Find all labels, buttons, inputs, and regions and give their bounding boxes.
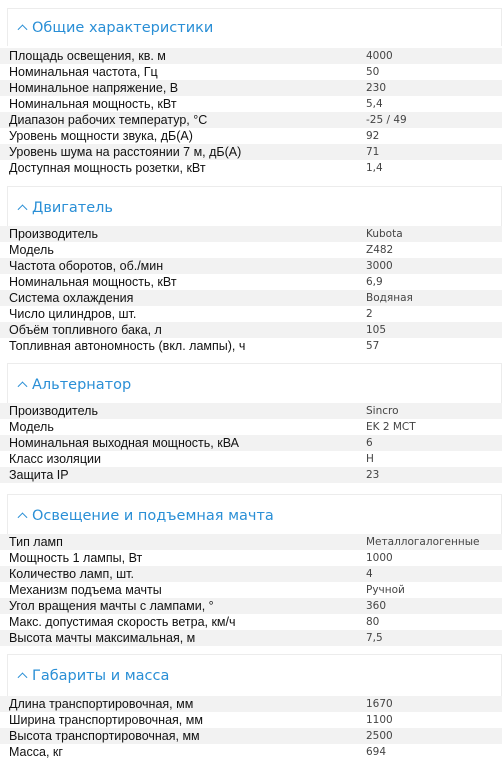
spec-row (0, 696, 502, 712)
spec-value: Kubota (366, 228, 403, 240)
spec-label: Высота мачты максимальная, м (9, 631, 196, 645)
spec-row (0, 258, 502, 274)
spec-row (0, 112, 502, 128)
spec-label: Макс. допустимая скорость ветра, км/ч (9, 615, 236, 629)
spec-row (0, 226, 502, 242)
spec-value: 7,5 (366, 632, 383, 644)
spec-row (0, 80, 502, 96)
section-header[interactable] (7, 186, 502, 228)
spec-row (0, 534, 502, 550)
spec-row (0, 744, 502, 760)
spec-value: Водяная (366, 292, 413, 304)
spec-row (0, 728, 502, 744)
spec-label: Номинальная мощность, кВт (9, 275, 177, 289)
spec-row (0, 566, 502, 582)
spec-label: Номинальная частота, Гц (9, 65, 158, 79)
spec-label: Объём топливного бака, л (9, 323, 162, 337)
spec-value: 23 (366, 469, 380, 481)
spec-value: H (366, 453, 374, 465)
spec-value: 71 (366, 146, 380, 158)
spec-row (0, 128, 502, 144)
spec-value: EK 2 MCT (366, 421, 416, 433)
spec-label: Количество ламп, шт. (9, 567, 134, 581)
spec-row (0, 467, 502, 483)
spec-row (0, 160, 502, 176)
spec-label: Диапазон рабочих температур, °С (9, 113, 208, 127)
spec-row (0, 96, 502, 112)
spec-row (0, 322, 502, 338)
spec-label: Система охлаждения (9, 291, 134, 305)
spec-row (0, 290, 502, 306)
section-title: Альтернатор (32, 376, 132, 393)
section-header[interactable] (7, 363, 502, 405)
spec-value: 230 (366, 82, 387, 94)
section-title: Общие характеристики (32, 19, 214, 36)
spec-value: 57 (366, 340, 380, 352)
spec-row (0, 306, 502, 322)
spec-label: Топливная автономность (вкл. лампы), ч (9, 339, 246, 353)
spec-value: 1,4 (366, 162, 383, 174)
spec-row (0, 338, 502, 354)
spec-value: 6,9 (366, 276, 383, 288)
spec-label: Уровень шума на расстоянии 7 м, дБ(А) (9, 145, 242, 159)
chevron-up-icon (18, 381, 28, 391)
spec-value: 5,4 (366, 98, 383, 110)
spec-value: 4000 (366, 50, 393, 62)
spec-label: Модель (9, 243, 54, 257)
spec-label: Номинальная выходная мощность, кВА (9, 436, 239, 450)
spec-value: 1100 (366, 714, 393, 726)
spec-label: Частота оборотов, об./мин (9, 259, 164, 273)
section-title: Освещение и подъемная мачта (32, 507, 274, 524)
spec-label: Ширина транспортировочная, мм (9, 713, 203, 727)
spec-label: Тип ламп (9, 535, 63, 549)
spec-value: 2 (366, 308, 373, 320)
spec-value: Sincro (366, 405, 399, 417)
spec-value: 80 (366, 616, 380, 628)
spec-label: Доступная мощность розетки, кВт (9, 161, 206, 175)
spec-value: 4 (366, 568, 373, 580)
spec-value: 1670 (366, 698, 393, 710)
spec-value: 1000 (366, 552, 393, 564)
chevron-up-icon (18, 512, 28, 522)
spec-label: Производитель (9, 227, 98, 241)
spec-row (0, 274, 502, 290)
spec-label: Мощность 1 лампы, Вт (9, 551, 143, 565)
spec-label: Модель (9, 420, 54, 434)
spec-label: Угол вращения мачты с лампами, ° (9, 599, 214, 613)
spec-label: Длина транспортировочная, мм (9, 697, 194, 711)
spec-row (0, 64, 502, 80)
spec-label: Масса, кг (9, 745, 63, 759)
spec-row (0, 242, 502, 258)
spec-label: Уровень мощности звука, дБ(А) (9, 129, 193, 143)
spec-row (0, 550, 502, 566)
spec-value: Z482 (366, 244, 394, 256)
spec-label: Номинальное напряжение, В (9, 81, 179, 95)
section-header[interactable] (7, 8, 502, 46)
spec-label: Класс изоляции (9, 452, 101, 466)
spec-label: Механизм подъема мачты (9, 583, 162, 597)
spec-label: Защита IP (9, 468, 69, 482)
spec-row (0, 598, 502, 614)
spec-value: 105 (366, 324, 387, 336)
section-header[interactable] (7, 654, 502, 696)
spec-label: Площадь освещения, кв. м (9, 49, 166, 63)
spec-row (0, 48, 502, 64)
spec-row (0, 435, 502, 451)
chevron-up-icon (18, 672, 28, 682)
spec-label: Номинальная мощность, кВт (9, 97, 177, 111)
spec-row (0, 630, 502, 646)
spec-label: Число цилиндров, шт. (9, 307, 137, 321)
spec-row (0, 614, 502, 630)
spec-row (0, 419, 502, 435)
spec-value: 3000 (366, 260, 393, 272)
spec-value: 50 (366, 66, 380, 78)
spec-value: 694 (366, 746, 387, 758)
chevron-up-icon (18, 204, 28, 214)
section-header[interactable] (7, 494, 502, 536)
spec-row (0, 582, 502, 598)
spec-row (0, 451, 502, 467)
spec-value: 6 (366, 437, 373, 449)
spec-value: Металлогалогенные (366, 536, 480, 548)
spec-row (0, 712, 502, 728)
spec-label: Производитель (9, 404, 98, 418)
spec-value: -25 / 49 (366, 114, 407, 126)
spec-value: 92 (366, 130, 380, 142)
chevron-up-icon (18, 24, 28, 34)
spec-value: 2500 (366, 730, 393, 742)
spec-value: 360 (366, 600, 387, 612)
section-title: Габариты и масса (32, 667, 170, 684)
spec-value: Ручной (366, 584, 405, 596)
spec-row (0, 144, 502, 160)
spec-label: Высота транспортировочная, мм (9, 729, 200, 743)
spec-row (0, 403, 502, 419)
section-title: Двигатель (32, 199, 113, 216)
